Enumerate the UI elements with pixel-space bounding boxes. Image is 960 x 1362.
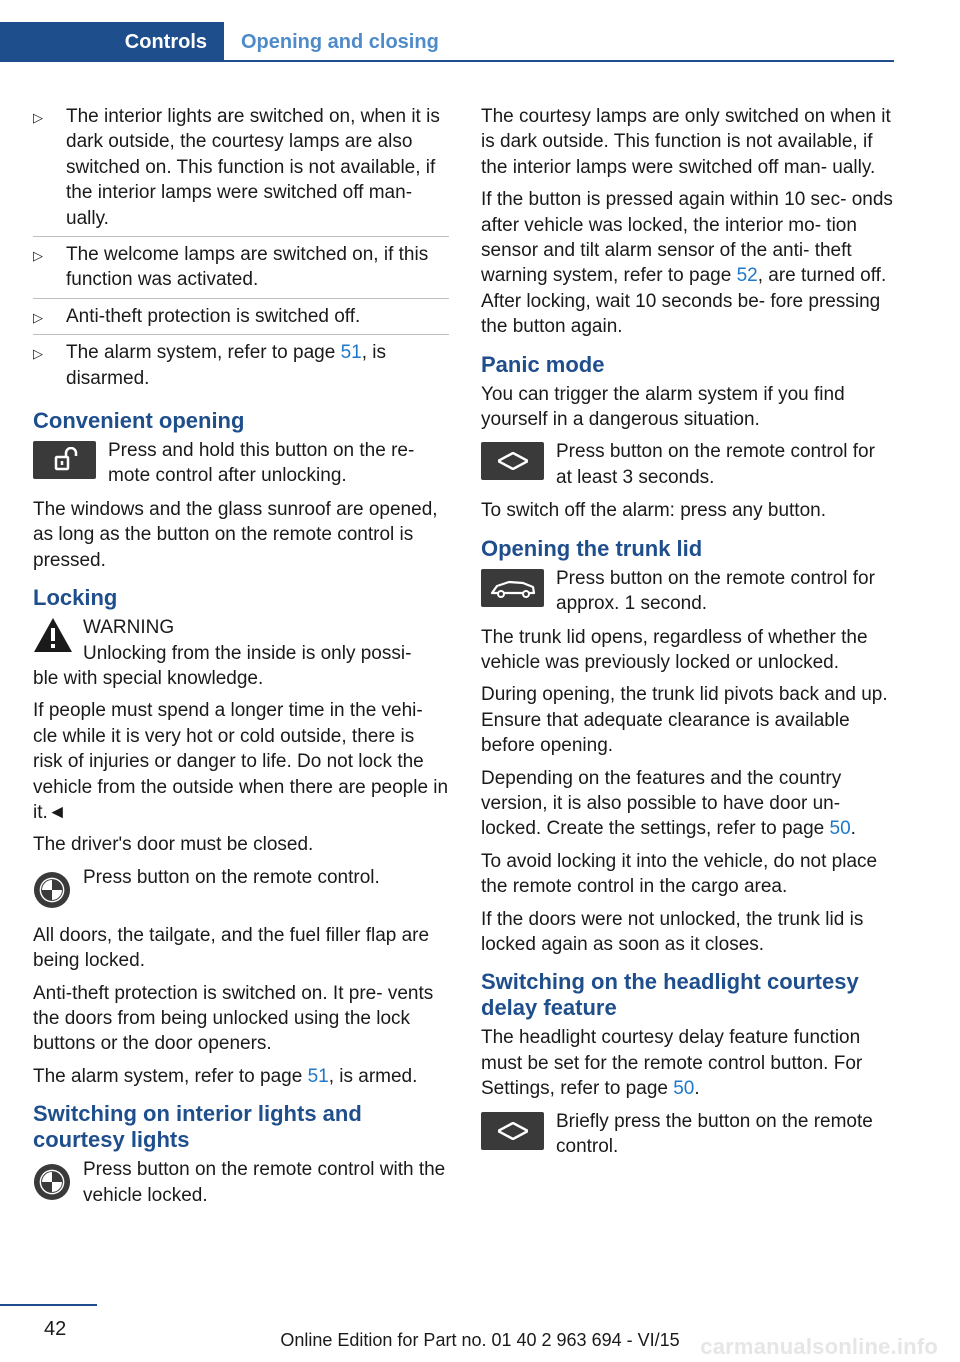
- bullet-list: [33, 104, 449, 396]
- page-number: 42: [44, 1318, 67, 1340]
- headlight-instruction: Briefly press the button on the remote control.: [481, 1109, 896, 1160]
- left-column: ▷ The interior lights are switched on, when it is dark outside, the courtesy lamps are also switched on. This function is not available, if the interior lamps were switched off man- ually. ▷ The welcome lamps are switched on, if this function was activated. ▷ Anti-theft protection is switched off. ▷ The alarm system, refer to page 51, is disarmed. Convenient opening Press and hold this button on the re- mote control after unlocking. The windows and the glass sunroof are opened, as long as the button on the remote control is pressed. Locking WARNING Unlocking from the inside is only possi- ble with special knowledge. If people must spend a longer time in the vehi- cle while it is very hot or cold outside, there is risk of injuries or danger to life. Do not lock the vehicle from the outside when there are people in it.◄ The driver's door must be closed. Press button on the remote control. All doors, the tailgate, and the fuel filler flap are being locked. Anti-theft protection is switched on. It pre- vents the doors from being unlocked using the lock buttons or the door openers. The alarm system, refer to page 51, is armed. Switching on interior lights and courtesy lights Press button on the remote control with the vehicle locked.: [33, 104, 449, 1216]
- heading-headlight-courtesy: Switching on the headlight courtesy delay feature: [481, 969, 859, 1021]
- edition-text: Online Edition for Part no. 01 40 2 963 694 - VI/15: [280, 1330, 680, 1350]
- heading-panic-mode: Panic mode: [481, 351, 605, 377]
- heading-interior-lights: Switching on interior lights and courtesy lights: [33, 1101, 362, 1153]
- trunk-instruction: Press button on the remote control for approx. 1 second.: [481, 566, 896, 617]
- list-item: ▷ The alarm system, refer to page 51, is disarmed.: [33, 342, 386, 389]
- watermark: carmanualsonline.info: [700, 1334, 938, 1359]
- interior-lights-instruction: Press button on the remote control with the vehicle locked.: [33, 1157, 449, 1208]
- triangle-bullet-icon: ▷: [33, 309, 43, 325]
- triangle-bullet-icon: ▷: [33, 248, 43, 264]
- list-item: ▷ The welcome lamps are switched on, if this function was activated.: [33, 242, 449, 299]
- panic-button-icon: [481, 442, 544, 480]
- page-header: [0, 22, 960, 62]
- triangle-bullet-icon: ▷: [33, 110, 43, 125]
- page-link[interactable]: 50: [829, 818, 851, 840]
- right-column: The courtesy lamps are only switched on when it is dark outside. This function is not available, if the interior lamps were switched off man- ually. If the button is pressed again within 10 sec- onds after vehicle was locked, the interior mo- tion sensor and tilt alarm sensor of the anti- theft warning system, refer to page 52, are turned off. After locking, wait 10 seconds be- fore pressing the button again. Panic mode You can trigger the alarm system if you find yourself in a dangerous situation. Press button on the remote control for at least 3 seconds. To switch off the alarm: press any button. Opening the trunk lid Press button on the remote control for approx. 1 second. The trunk lid opens, regardless of whether the vehicle was previously locked or unlocked. During opening, the trunk lid pivots back and up. Ensure that adequate clearance is available before opening. Depending on the features and the country version, it is also possible to have door un- locked. Create the settings, refer to page 50. To avoid locking it into the vehicle, do not place the remote control in the cargo area. If the doors were not unlocked, the trunk lid is locked again as soon as it closes. Switching on the headlight courtesy delay feature The headlight courtesy delay feature function must be set for the remote control button. For Settings, refer to page 50. Briefly press the button on the remote control.: [481, 104, 896, 1167]
- page-link[interactable]: 50: [673, 1078, 695, 1100]
- bmw-lock-button-icon: [33, 1163, 71, 1201]
- panic-instruction: Press button on the remote control for at least 3 seconds.: [481, 439, 896, 490]
- trunk-button-icon: [481, 569, 544, 607]
- warning-triangle-icon: [33, 617, 73, 653]
- convenient-opening-instruction: Press and hold this button on the re- mote control after unlocking.: [33, 438, 449, 489]
- heading-locking: Locking: [33, 585, 118, 611]
- heading-convenient-opening: Convenient opening: [33, 408, 245, 434]
- page-link[interactable]: 51: [340, 342, 362, 364]
- bmw-lock-button-icon: [33, 871, 71, 909]
- page-link[interactable]: 52: [736, 265, 758, 287]
- subsection-tab: Opening and closing: [241, 30, 439, 53]
- header-rule: [224, 60, 894, 62]
- section-tab: Controls: [0, 22, 224, 62]
- footer-rule: [0, 1304, 97, 1306]
- heading-trunk-lid: Opening the trunk lid: [481, 535, 703, 561]
- page-link[interactable]: 51: [307, 1065, 329, 1087]
- list-item: ▷ Anti-theft protection is switched off.: [33, 304, 449, 335]
- warning-label: WARNING: [83, 617, 175, 639]
- list-item: ▷ The interior lights are switched on, when it is dark outside, the courtesy lamps are also switched on. This function is not available, if the interior lamps were switched off man- ually.: [33, 104, 449, 237]
- warning-block: WARNING Unlocking from the inside is only possi-: [33, 615, 449, 666]
- headlight-button-icon: [481, 1112, 544, 1150]
- lock-instruction: Press button on the remote control.: [33, 865, 449, 915]
- triangle-bullet-icon: ▷: [33, 346, 43, 362]
- unlock-button-icon: [33, 441, 96, 479]
